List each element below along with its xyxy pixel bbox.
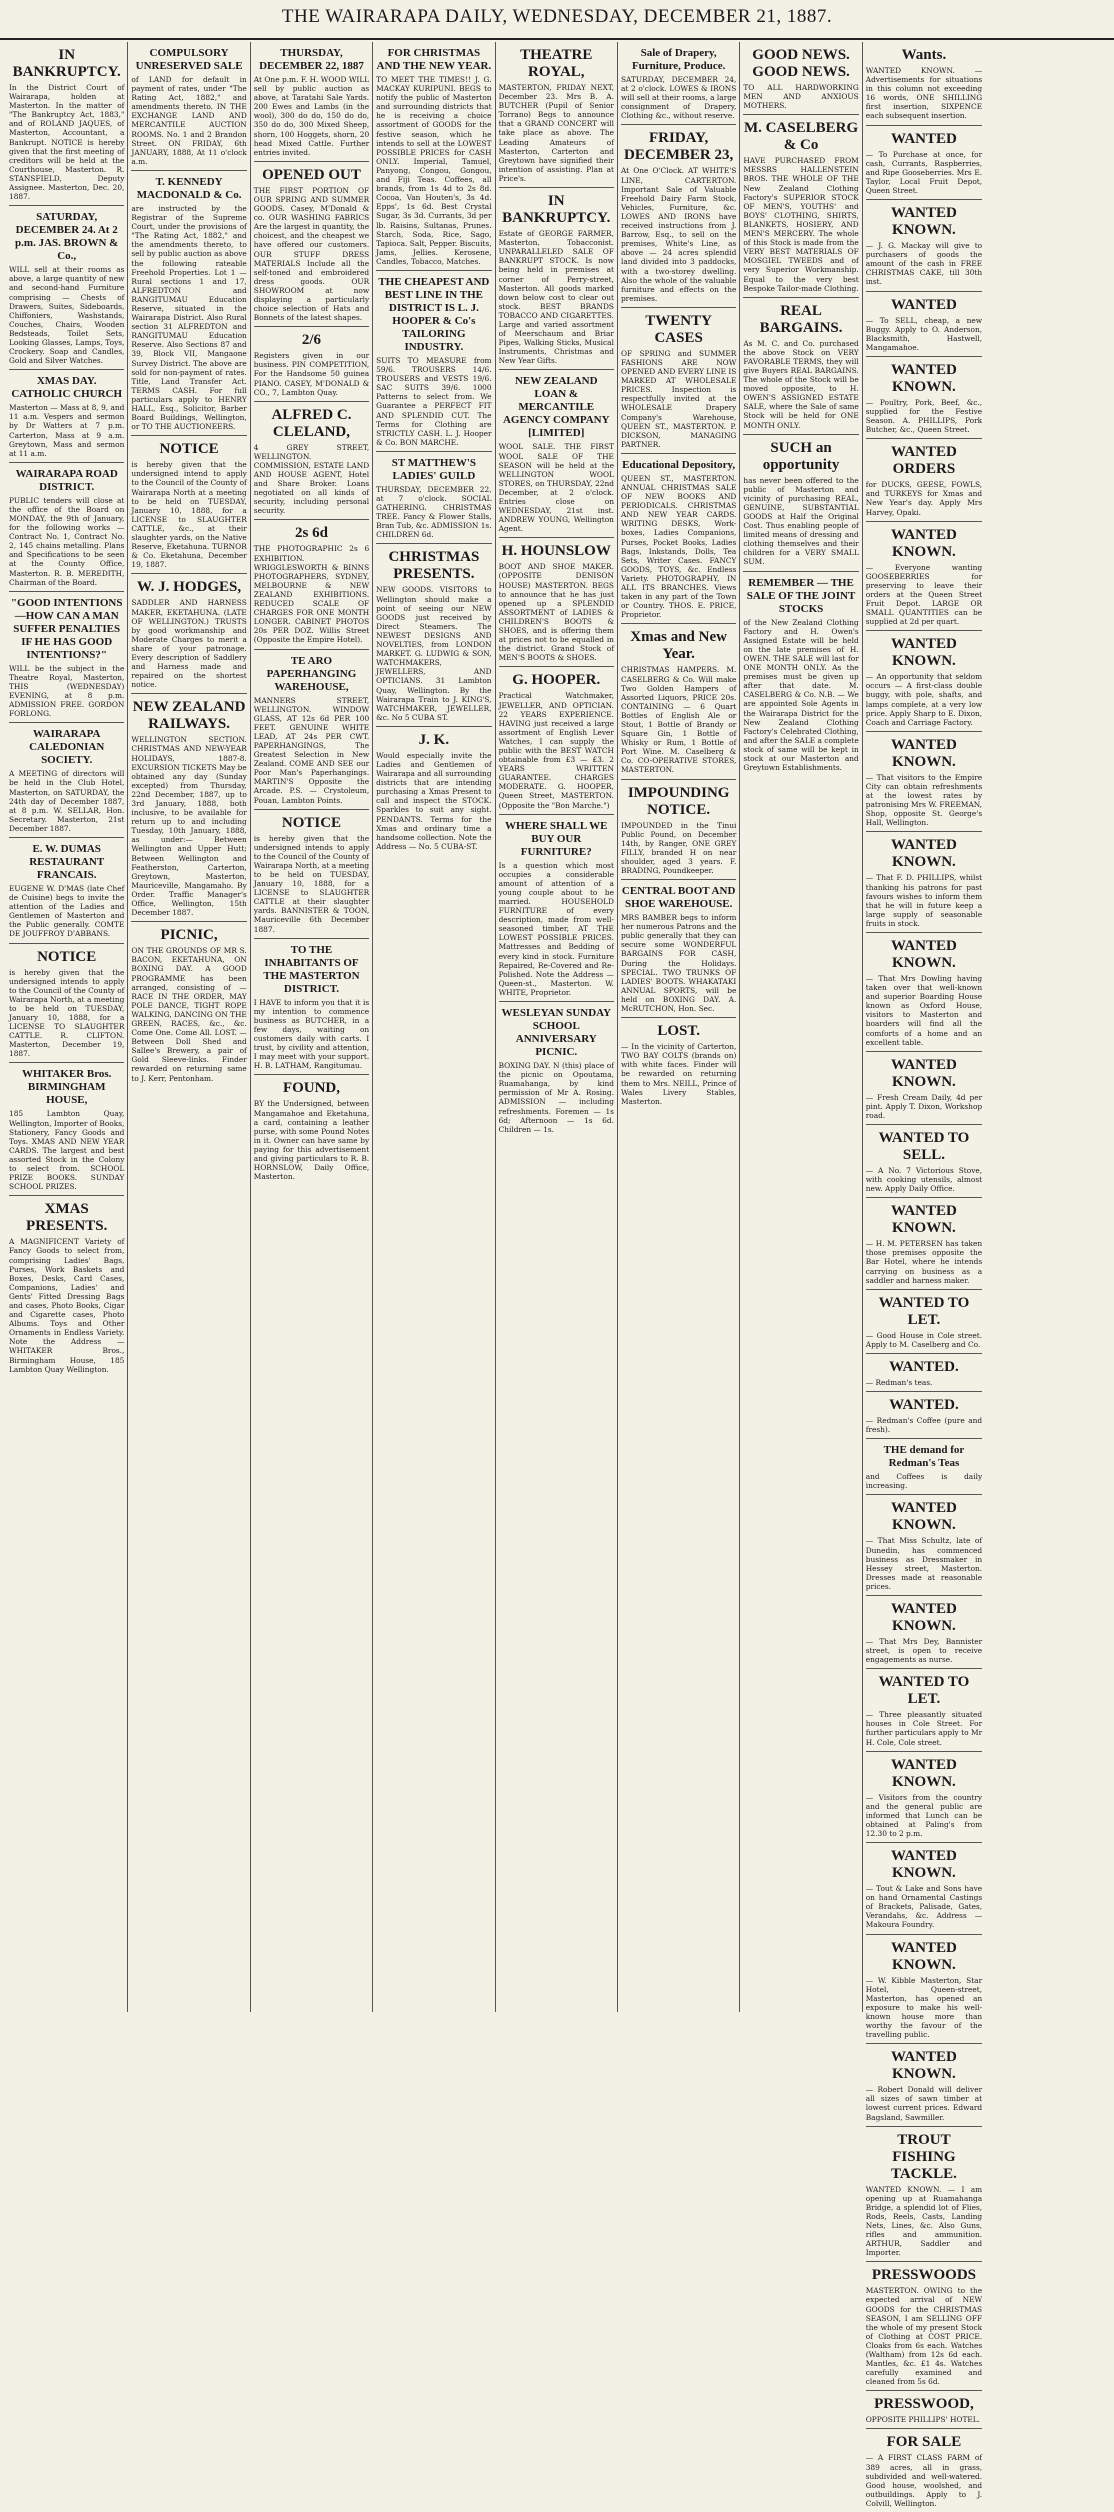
advertisement bbox=[743, 115, 858, 297]
ad-body: — Three pleasantly situated houses in Cole Street. For further particulars apply to Mr H. Cole, Cole street. bbox=[865, 1710, 983, 1747]
ad-heading: FOR CHRISTMAS AND THE NEW YEAR. bbox=[376, 47, 492, 72]
ad-heading: NOTICE bbox=[281, 814, 342, 831]
advertisement bbox=[9, 838, 124, 944]
ad-heading: WANTED TO SELL. bbox=[878, 1130, 970, 1163]
advertisement bbox=[866, 1596, 982, 1669]
ad-body: — To Purchase at once, for cash, Currants, Raspberries, and Ripe Gooseberries. Mrs E. Taylor, Local Fruit Depot, Queen Street. bbox=[865, 149, 983, 195]
ad-heading: FOR SALE bbox=[886, 2434, 962, 2451]
ad-heading: Educational Depository, bbox=[622, 458, 736, 471]
ad-body: — A No. 7 Victorious Stove, with cooking utensils, almost new. Apply Daily Office. bbox=[865, 1166, 983, 1194]
advertisement bbox=[866, 832, 982, 933]
advertisement bbox=[866, 2429, 982, 2512]
advertisement bbox=[9, 1196, 124, 1377]
ad-heading: ALFRED C. CLELAND, bbox=[271, 406, 352, 440]
ad-body: CHRISTMAS HAMPERS. M. CASELBERG & Co. Will make Two Golden Hampers of Assorted Liquors, PRICE 20s. CONTAINING — 6 Quart Bottles of English Ale or Stout, 1 Bottle of Brandy or Square Gin, 1 Bottle of Whisky or Rum, 1 Bottle of Port Wine. M. Caselberg & Co. CO-OPERATIVE STORES, MASTERTON. bbox=[620, 665, 737, 775]
advertisement bbox=[9, 944, 124, 1064]
advertisement bbox=[866, 42, 982, 126]
ad-heading: CENTRAL BOOT AND SHOE WAREHOUSE. bbox=[621, 885, 736, 911]
ad-body: Practical Watchmaker, JEWELLER, AND OPTICIAN. 22 YEARS EXPERIENCE. HAVING just received a large assortment of English Lever Watches, I can supply the public with the BEST WATCH obtainable from £3 — £3. 2 YEARS WRITTEN GUARANTEE. CHARGES MODERATE. G. HOOPER, Queen Street, MASTERTON. (Opposite the "Bon Marche.") bbox=[498, 691, 614, 810]
ad-heading: WANTED KNOWN. bbox=[891, 1600, 957, 1634]
advertisement bbox=[131, 694, 246, 922]
ad-heading: WAIRARAPA CALEDONIAN SOCIETY. bbox=[29, 728, 105, 767]
ad-body: is hereby given that the undersigned intends to apply to the Council of the County of Wairarapa North, at a meeting to be held on TUESDAY, January 10, 1888, for a LICENSE TO SLAUGHTER CATTLE. R. CLIFTON. Masterton, December 19, 1887. bbox=[9, 967, 125, 1059]
ad-heading: WAIRARAPA ROAD DISTRICT. bbox=[15, 467, 118, 493]
ad-body: SATURDAY, DECEMBER 24, at 2 o'clock. LOWES & IRONS will sell at their rooms, a large consignment of Drapery, Clothing &c., without reserve. bbox=[620, 75, 737, 121]
ad-body: TO MEET THE TIMES!! J. G. MACKAY KURIPUNI. BEGS to notify the public of Masterton and surrounding districts that he is receiving a choice assortment of GOODS for the festive season, which he intends to sell at the LOWEST POSSIBLE PRICES for CASH ONLY. Imperial, Tamuel, Panyong, Congou, Gongou, and Fiji Teas. Coffees, all brands, from 1s 4d to 2s 8d. Cocoa, Van Houten's, 3s 4d. Epps', 1s 6d. Best Crystal Sugar, 3s 3d. Currants, 3d per lb. Raisins, Sultanas, Prunes. Starch, Soda, Rice, Sago, Tapioca. Salt, Pepper. Biscuits, Jams, Jellies. Kerosene, Candles, Tobacco, Matches. bbox=[376, 75, 492, 266]
ad-heading: WANTED KNOWN. bbox=[891, 837, 957, 871]
advertisement bbox=[866, 439, 982, 521]
advertisement bbox=[866, 522, 982, 632]
ad-heading: REMEMBER — THE SALE OF THE JOINT STOCKS bbox=[746, 576, 856, 615]
ad-body: and Coffees is daily increasing. bbox=[865, 1472, 983, 1491]
ad-heading: WANTED KNOWN. bbox=[891, 1756, 957, 1790]
advertisement bbox=[743, 572, 858, 777]
ad-body: — An opportunity that seldom occurs — A first-class double buggy, with pole, shafts, and lamps complete, at a very low price. Apply Sharp to E. Dixon, Coach and Carriage Factory. bbox=[865, 672, 983, 727]
ad-body: — That Miss Schultz, late of Dunedin, has commenced business as Dressmaker in Hessey street, Masterton. Dresses made at reasonable prices. bbox=[865, 1536, 983, 1591]
ad-body: of LAND for default in payment of rates, under "The Rating Act, 1882," and amendments thereto. IN THE EXCHANGE LAND AND MERCANTILE AUCTION ROOMS. No. 1 and 2 Brandon Street. ON FRIDAY, 6th JANUARY, 1888, At 11 o'clock a.m. bbox=[131, 75, 247, 166]
advertisement bbox=[866, 200, 982, 291]
ad-heading: WANTED TO LET. bbox=[878, 1674, 970, 1708]
advertisement bbox=[9, 723, 124, 838]
advertisement bbox=[9, 463, 124, 592]
column-5 bbox=[496, 42, 618, 2012]
advertisement bbox=[866, 1392, 982, 1439]
ad-body: WOOL SALE. THE FIRST WOOL SALE OF THE SEASON will be held at the WELLINGTON WOOL STORES, on THURSDAY, 22nd December, at 2 o'clock. Entries close on WEDNESDAY, 21st inst. ANDREW YOUNG, Wellington Agent. bbox=[498, 442, 614, 534]
ad-heading: THE CHEAPEST AND BEST LINE IN THE DISTRICT IS L. J. HOOPER & Co's TAILORING INDUSTRY. bbox=[378, 275, 490, 353]
advertisement bbox=[866, 933, 982, 1052]
advertisement bbox=[866, 2262, 982, 2391]
ad-body: for DUCKS, GEESE, FOWLS, and TURKEYS for Xmas and New Year's day. Apply Mrs Harvey, Opaki. bbox=[865, 480, 983, 517]
ad-heading: THE demand for Redman's Teas bbox=[883, 1444, 965, 1470]
ad-body: THE FIRST PORTION OF OUR SPRING AND SUMMER GOODS. Casey, M'Donald & co. OUR WASHING FABRICS Are the largest in quantity, the choicest, and the cheapest we have offered our customers. OUR STUFF DRESS MATERIALS Include all the self-toned and embroidered dress goods. OUR SHOWROOM at now displaying a particularly choice selection of Hats and Bonnets of the latest shapes. bbox=[253, 185, 370, 323]
ad-body: Registers given in our business. PIN COMPETITION, For the Handsome 50 guinea PIANO. CASEY, M'DONALD & CO., 7, Lambton Quay. bbox=[253, 351, 370, 397]
ad-heading: SUCH an opportunity bbox=[762, 439, 840, 473]
ad-heading: WANTED KNOWN. bbox=[891, 636, 957, 670]
ad-body: — Good House in Cole street. Apply to M. Caselberg and Co. bbox=[865, 1330, 983, 1349]
ad-heading: PRESSWOODS bbox=[871, 2267, 977, 2284]
ad-heading: NEW ZEALAND LOAN & MERCANTILE AGENCY COMPANY [LIMITED] bbox=[502, 375, 610, 440]
ad-heading: 2s 6d bbox=[295, 525, 328, 542]
advertisement bbox=[866, 126, 982, 200]
advertisement bbox=[866, 357, 982, 439]
advertisement bbox=[499, 188, 614, 370]
ad-heading: THEATRE ROYAL, bbox=[520, 47, 593, 80]
ad-heading: WANTED TO LET. bbox=[878, 1294, 970, 1328]
masthead bbox=[0, 0, 1114, 40]
ad-body: WANTED KNOWN. — I am opening up at Ruamahanga Bridge, a splendid lot of Flies, Rods, Reels, Casts, Landing Nets, Lines, &c. Also Guns, rifles and ammunition. ARTHUR, Saddler and Importer. bbox=[865, 2184, 983, 2258]
ad-body: EUGENE W. D'MAS (late Chef de Cuisine) begs to invite the attention of the Ladies and Gentlemen of Masterton and the Public generally. COMTE DE JOUFFROY D'ABBANS. bbox=[9, 883, 125, 939]
ad-heading: WANTED KNOWN. bbox=[891, 1203, 957, 1237]
ad-heading: CHRISTMAS PRESENTS. bbox=[388, 549, 480, 583]
ad-body: SUITS TO MEASURE from 59/6. TROUSERS 14/6. TROUSERS and VESTS 19/6. SAC SUITS 39/6. 1000 Patterns to select from. We Guarantee a PERFECT FIT AND SPLENDID CUT. The Terms for Clothing are STRICTLY CASH. L. J. Hooper & Co. BON MARCHE. bbox=[376, 355, 492, 447]
column-7 bbox=[740, 42, 862, 2012]
ad-heading: THURSDAY, DECEMBER 22, 1887 bbox=[259, 47, 364, 72]
ad-body: — Poultry, Pork, Beef, &c., supplied for the Festive Season. A. PHILLIPS, Pork Butcher, &c., Queen Street. bbox=[865, 397, 983, 435]
ad-heading: W. J. HODGES, bbox=[137, 579, 242, 596]
advertisement bbox=[621, 1018, 736, 1110]
ad-body: is hereby given that the undersigned intend to apply to the Council of the County of Wairarapa North at a meeting to be held on TUESDAY, January 10, 1888, for a LICENSE to SLAUGHTER CATTLE, &c., at their slaughter yards, on the Native Reserve, Eketahuna. TURNOR & Co. Eketahuna, December 19, 1887. bbox=[131, 460, 247, 570]
ad-heading: WANTED KNOWN. bbox=[891, 1848, 957, 1882]
ad-heading: J. K. bbox=[418, 731, 450, 748]
ad-body: WANTED KNOWN. — Advertisements for situations in this column not exceeding 16 words, ONE SHILLING first insertion, SIXPENCE each subsequent insertion. bbox=[865, 66, 983, 121]
ad-heading: WESLEYAN SUNDAY SCHOOL ANNIVERSARY PICNIC. bbox=[501, 1007, 612, 1059]
ad-heading: WANTED KNOWN. bbox=[891, 526, 957, 560]
advertisement bbox=[254, 939, 369, 1076]
advertisement bbox=[743, 435, 858, 572]
advertisement bbox=[866, 1495, 982, 1596]
advertisement bbox=[621, 125, 736, 307]
ad-heading: Sale of Drapery, Furniture, Produce. bbox=[631, 47, 726, 72]
ad-heading: WANTED KNOWN. bbox=[891, 2049, 957, 2083]
ad-heading: XMAS PRESENTS. bbox=[26, 1201, 108, 1235]
ad-heading: 2/6 bbox=[301, 332, 322, 349]
ad-heading: WANTED KNOWN. bbox=[891, 937, 957, 971]
ad-body: I HAVE to inform you that it is my intention to commence business as BUTCHER, in a few days, waiting on customers daily with carts. I trust, by civility and attention, I may meet with your support. H. B. LATHAM, Rangitumau. bbox=[253, 997, 370, 1071]
ad-body: THURSDAY, DECEMBER 22, at 7 o'clock. SOCIAL GATHERING. CHRISTMAS TREE. Fancy & Flower Stalls, Bran Tub, &c. ADMISSION 1s. CHILDREN 6d. bbox=[376, 484, 492, 540]
ad-body: are instructed by the Registrar of the Supreme Court, under the provisions of "The Rating Act, 1882," and the amendments thereto, to sell by public auction as above the following rateable Freehold Properties. Lot 1 — Rural sections 1 and 17, ALFREDTON and RANGITUMAU Education Reserve, situated in the Wairarapa District. Also Rural section 31 ALFREDTON and RANGITUMAU Education Reserve. Also Sections 87 and 39, Block VII, Mangaone Survey District. The above are sold for non-payment of rates. Title, Land Transfer Act. TERMS CASH. For full particulars apply to HENRY HALL, Esq., Solicitor, Barber Board Buildings, Wellington, or TO THE AUCTIONEERS. bbox=[131, 203, 247, 432]
advertisement bbox=[9, 592, 124, 724]
advertisement bbox=[131, 574, 246, 694]
ad-heading: Wants. bbox=[901, 47, 947, 63]
column-8 bbox=[863, 42, 985, 2508]
advertisement bbox=[866, 1052, 982, 1125]
advertisement bbox=[254, 810, 369, 939]
advertisement bbox=[866, 1935, 982, 2045]
ad-body: WILL sell at their rooms as above, a large quantity of new and second-hand Furniture comprising — Chests of Drawers, Suites, Sideboards, Chiffoniers, Washstands, Couches, Chairs, Wooden Bedsteads, Toilet Sets, Looking Glasses, Lamps, Toys, Crockery. Soap and Candles, Gold and Silver Watches. bbox=[9, 265, 125, 366]
ad-heading: FOUND, bbox=[282, 1080, 341, 1097]
advertisement bbox=[254, 520, 369, 649]
advertisement bbox=[254, 650, 369, 810]
advertisement bbox=[866, 1198, 982, 1289]
advertisement bbox=[9, 1063, 124, 1196]
ad-body: IMPOUNDED in the Tinui Public Pound, on December 14th, by Ranger, ONE GREY FILLY, branded H on near shoulder, aged 3 years. F. BRADING, Poundkeeper. bbox=[620, 820, 737, 875]
ad-heading: WHITAKER Bros. BIRMINGHAM HOUSE, bbox=[21, 1068, 112, 1107]
ad-body: — That F. D. PHILLIPS, whilst thanking his patrons for past favours wishes to inform them that he will in future keep a large supply of seasonable fruits in stock. bbox=[865, 873, 983, 928]
ad-heading: TE ARO PAPERHANGING WAREHOUSE, bbox=[266, 654, 357, 693]
advertisement bbox=[866, 1354, 982, 1392]
ad-heading: WANTED KNOWN. bbox=[891, 1939, 957, 1973]
ad-heading: OPENED OUT bbox=[262, 166, 361, 183]
advertisement bbox=[9, 206, 124, 370]
advertisement bbox=[376, 727, 491, 855]
advertisement bbox=[866, 1843, 982, 1934]
advertisement bbox=[866, 292, 982, 357]
column-3 bbox=[251, 42, 373, 2012]
ad-heading: TWENTY CASES bbox=[645, 312, 712, 346]
advertisement bbox=[866, 1290, 982, 1354]
ad-body: SADDLER AND HARNESS MAKER, EKETAHUNA. (LATE OF WELLINGTON.) TRUSTS by good workmanship and Moderate Charges to merit a share of your patronage. Every description of Saddlery and Harness made and repaired on the shortest notice. bbox=[131, 598, 247, 690]
ad-heading: NEW ZEALAND RAILWAYS. bbox=[132, 699, 246, 733]
ad-body: of the New Zealand Clothing Factory and H. Owen's Assigned Estate will be held on the late premises of H. OWEN. THE SALE will last for ONE MONTH ONLY. As the premises must be given up after that date. M. CASELBERG & Co. N.B. — We are appointed Sole Agents in the Wairarapa District for the New Zealand Clothing Factory's Celebrated Clothing, and after the SALE a complete stock of same will be kept in stock at our Masterton and Greytown Establishments. bbox=[743, 617, 859, 773]
advertisement bbox=[376, 42, 491, 271]
advertisement bbox=[254, 327, 369, 401]
ad-body: 4 GREY STREET, WELLINGTON. COMMISSION, ESTATE LAND AND HOUSE AGENT, Hotel and Share Broker. Loans negotiated on all kinds of security, including personal security. bbox=[253, 442, 370, 516]
advertisement bbox=[621, 880, 736, 1018]
ad-heading: TO THE INHABITANTS OF THE MASTERTON DISTRICT. bbox=[263, 943, 360, 995]
advertisement bbox=[866, 732, 982, 833]
ad-body: is hereby given that the undersigned intends to apply to the Council of the County of Wairarapa North, at a meeting to be held on TUESDAY, January 10, 1888, for a LICENSE to SLAUGHTER CATTLE at their slaughter yards. BANNISTER & TOON, Mauriceville 6th December 1887. bbox=[253, 833, 370, 934]
ad-body: BY the Undersigned, between Mangamahoe and Eketahuna, a card, containing a leather purse, with some Pound Notes in it. Owner can have same by paying for this advertisement and giving particulars to R. B. HORNSLOW, Daily Office, Masterton. bbox=[253, 1099, 370, 1182]
advertisement bbox=[499, 1002, 614, 1138]
ad-body: — Redman's teas. bbox=[865, 1377, 933, 1387]
ad-heading: "GOOD INTENTIONS—HOW CAN A MAN SUFFER PENALTIES IF HE HAS GOOD INTENTIONS?" bbox=[10, 596, 123, 661]
ad-heading: T. KENNEDY MACDONALD & Co. bbox=[136, 175, 242, 201]
ad-heading: M. CASELBERG & Co bbox=[743, 120, 859, 154]
ad-body: NEW GOODS. VISITORS to Wellington should make a point of seeing our NEW GOODS just received by Direct Steamers. The NEWEST DESIGNS AND NOVELTIES, from LONDON MARKET. G. LUDWIG & SON, WATCHMAKERS, JEWELLERS, AND OPTICIANS. 31 Lambton Quay, Wellington. By the Wairarapa Train to J. KING'S, WATCHMAKER, JEWELLER, &c. No 5 CUBA ST. bbox=[376, 585, 492, 722]
ad-heading: H. HOUNSLOW bbox=[501, 543, 611, 560]
ad-body: At One p.m. F. H. WOOD WILL sell by public auction as above, at Taratahi Sale Yards. 200 Ewes and Lambs (in the wool), 300 do do, 150 do do, 350 do do, 300 Mixed Sheep, shorn, 100 Hoggets, shorn, 20 head Mixed Cattle. Further entries invited. bbox=[253, 75, 370, 157]
ad-body: BOOT AND SHOE MAKER. (OPPOSITE DENISON HOUSE) MASTERTON. BEGS to announce that he has just opened up a SPLENDID ASSORTMENT of LADIES & CHILDREN'S BOOTS & SHOES, and is offering them at prices not to be equalled in the district. Grand Stock of MEN'S BOOTS & SHOES. bbox=[498, 562, 614, 663]
ad-body: TO ALL HARDWORKING MEN AND ANXIOUS MOTHERS. bbox=[743, 83, 859, 111]
advertisement bbox=[499, 370, 614, 538]
advertisement bbox=[499, 667, 614, 814]
ad-body: — In the vicinity of Carterton, TWO BAY COLTS (brands on) with white faces. Finder will be rewarded on returning them to Mrs. NEILL, Prince of Wales Livery Stables, Masterton. bbox=[620, 1042, 737, 1106]
advertisement bbox=[131, 171, 246, 436]
advertisement bbox=[254, 1075, 369, 1185]
advertisement bbox=[254, 402, 369, 521]
ad-heading: NOTICE bbox=[37, 948, 97, 965]
ad-body: A MEETING of directors will be held in the Club Hotel, Masterton, on SATURDAY, the 24th day of December 1887, at 8 p.m. W. SELLAR, Hon. Secretary. Masterton, 21st December 1887. bbox=[9, 769, 125, 833]
ad-heading: WANTED. bbox=[889, 1358, 959, 1375]
ad-body: — That Mrs Dowling having taken over that well-known and superior Boarding House known as Oxford House, visitors to Masterton and boarders will find all the comforts of a home and an excellent table. bbox=[865, 973, 983, 1047]
column-6 bbox=[618, 42, 740, 2012]
ad-body: — Redman's Coffee (pure and fresh). bbox=[865, 1416, 983, 1435]
ad-heading: E. W. DUMAS RESTAURANT FRANCAIS. bbox=[29, 842, 105, 881]
ad-body: — Robert Donald will deliver all sizes of sawn timber at lowest current prices. Edward Bagsland, Sawmiller. bbox=[865, 2085, 983, 2122]
ad-body: MASTERTON. OWING to the expected arrival of NEW GOODS for the CHRISTMAS SEASON, I am SELLING OFF the whole of my present Stock of Clothing at COST PRICE. Cloaks from 6s each. Watches (Waltham) from 12s 6d each. Mantles, &c. £1 4s. Watches carefully examined and cleaned from 5s 6d. bbox=[865, 2286, 983, 2387]
column-4 bbox=[373, 42, 495, 2012]
ad-body: — J. G. Mackay will give to purchasers of goods the amount of the cash in FREE CHRISTMAS CAKE, till 30th inst. bbox=[865, 241, 983, 287]
advertisement bbox=[866, 2391, 982, 2429]
advertisement bbox=[131, 922, 246, 1086]
ad-heading: WANTED KNOWN. bbox=[891, 205, 957, 239]
ad-body: THE PHOTOGRAPHIC 2s 6 EXHIBITION. WRIGGLESWORTH & BINNS PHOTOGRAPHERS, SYDNEY, MELBOURNE & NEW ZEALAND EXHIBITIONS. REDUCED SCALE OF CHARGES FOR ONE MONTH LONGER. CABINET PHOTOS 20s PER DOZ. Willis Street (Opposite the Empire Hotel). bbox=[253, 544, 370, 645]
ad-heading: COMPULSORY UNRESERVED SALE bbox=[135, 47, 243, 72]
advertisement bbox=[621, 42, 736, 125]
ad-body: — Fresh Cream Daily, 4d per pint. Apply T. Dixon, Workshop road. bbox=[865, 1092, 983, 1120]
ad-heading: IN BANKRUPTCY. bbox=[502, 193, 611, 227]
ad-heading: SATURDAY, DECEMBER 24. At 2 p.m. JAS. BROWN & Co., bbox=[15, 211, 119, 263]
advertisement bbox=[376, 271, 491, 452]
ad-heading: WANTED. bbox=[889, 1397, 959, 1414]
ad-heading: LOST. bbox=[657, 1023, 700, 1040]
ad-body: BOXING DAY. N (this) place of the picnic on Opoutama, Ruamahanga, by kind permission of Mr A. Rosing. ADMISSION — including refreshments. Foremen — 1s 6d; Afternoon — 1s 6d. Children — 1s. bbox=[498, 1061, 614, 1134]
ad-heading: IMPOUNDING NOTICE. bbox=[627, 784, 730, 818]
ad-heading: ST MATTHEW'S LADIES' GUILD bbox=[391, 456, 476, 482]
ad-heading: PRESSWOOD, bbox=[874, 2396, 974, 2413]
advertisement bbox=[621, 454, 736, 625]
ad-body: WELLINGTON SECTION. CHRISTMAS AND NEW-YEAR HOLIDAYS, 1887-8. EXCURSION TICKETS May be obtained any day (Sunday excepted) from Thursday, 22nd December, 1887, up to 3rd January, 1888, both inclusive, to be available for return up to and including Tuesday, 10th January, 1888, as under:— Between Wellington and Upper Hutt; Between Wellington and Featherston, Carterton, Greytown, Masterton, Mauriceville, Mangamaho. By Order. Traffic Manager's Office, Wellington, 15th December 1887. bbox=[131, 735, 247, 918]
advertisement bbox=[866, 631, 982, 732]
ad-heading: Xmas and New Year. bbox=[630, 629, 727, 663]
newspaper-columns bbox=[6, 42, 1108, 2508]
ad-body: ON THE GROUNDS OF MR S. BACON, EKETAHUNA, ON BOXING DAY. A GOOD PROGRAMME has been arranged, consisting of — RACE IN THE ORDER, MAY POLE DANCE, TIGHT ROPE WALKING, DANCING ON THE GREEN, RACES, &c., &c. Come One. Come All. LOST. — Between Doll Shed and Sallee's Brewery, a pair of Gold Sleeve-links. Finder rewarded on returning same to J. Kerr, Pentonham. bbox=[131, 946, 247, 1083]
ad-heading: WANTED KNOWN. bbox=[891, 736, 957, 770]
ad-body: — Everyone wanting GOOSEBERRIES for preserving to leave their orders at the Queen Street Fruit Depot. LARGE OR SMALL QUANTITIES can be supplied at 2d per quart. bbox=[865, 562, 983, 627]
ad-heading: G. HOOPER. bbox=[512, 672, 601, 689]
ad-heading: REAL BARGAINS. bbox=[759, 302, 843, 336]
ad-body: A MAGNIFICENT Variety of Fancy Goods to select from, comprising Ladies' Bags, Purses, Work Baskets and Boxes, Desks, Card Cases, Companions, Ladies' and Gents' Fitted Dressing Bags and cases, Photo Books, Cigar and Cigarette cases, Photo Albums. Toys and Other Ornaments in Endless Variety. Note the Address — WHITAKER Bros., Birmingham House, 185 Lambton Quay Wellington. bbox=[9, 1237, 125, 1374]
ad-heading: WANTED ORDERS bbox=[891, 444, 957, 478]
advertisement bbox=[866, 1669, 982, 1751]
ad-body: Masterton — Mass at 8, 9, and 11 a.m. Vespers and sermon by Dr Watters at 7 p.m. Carterton, Mass at 9 a.m. Greytown, Mass and sermon at 11 a.m. bbox=[9, 403, 125, 458]
advertisement bbox=[376, 452, 491, 545]
ad-heading: WANTED bbox=[891, 130, 957, 147]
ad-body: At One O'Clock. AT WHITE'S LINE, CARTERTON. Important Sale of Valuable Freehold Dairy Farm Stock, Vehicles, Furniture, &c. LOWES AND IRONS have received instructions from J. Barrow, Esq., to sell on the premises, White's Line, as above — 24 acres splendid land divided into 3 paddocks, with a two-storey dwelling. Also the whole of the valuable furniture and effects on the premises. bbox=[620, 166, 737, 303]
ad-heading: GOOD NEWS. GOOD NEWS. bbox=[752, 47, 850, 80]
advertisement bbox=[866, 2044, 982, 2126]
advertisement bbox=[9, 42, 124, 206]
ad-body: Would especially invite the Ladies and Gentlemen of Wairarapa and all surrounding districts that are intending purchasing a Xmas Present to call and inspect the STOCK. Sparkles to suit any sight. PENDANTS. Terms for the Xmas and ordinary time a handsome collection. Note the Address — No. 5 CUBA-ST. bbox=[376, 750, 492, 851]
ad-body: In the District Court of Wairarapa, holden at Masterton. In the matter of "The Bankruptcy Act, 1883," and of ROLAND JAQUES, of Masterton, Accountant, a Bankrupt. NOTICE is hereby given that the first meeting of creditors will be held at the Courthouse, Masterton. R. STANSFIELD, Deputy Assignee. Masterton, Dec. 20, 1887. bbox=[9, 83, 125, 202]
ad-heading: WHERE SHALL WE BUY OUR FURNITURE? bbox=[505, 819, 608, 858]
ad-body: — H. M. PETERSEN has taken those premises opposite the Bar Hotel, where he intends carrying on business as a saddler and harness maker. bbox=[865, 1239, 983, 1285]
ad-body: As M. C. and Co. purchased the above Stock on VERY FAVORABLE TERMS, they will give Buyers REAL BARGAINS. The whole of the Stock will be moved opposite, to H. OWEN'S ASSIGNED ESTATE SALE, where the Sale of same Stock will be held for ONE MONTH ONLY. bbox=[743, 338, 859, 430]
ad-heading: WANTED KNOWN. bbox=[891, 1056, 957, 1090]
column-2 bbox=[128, 42, 250, 2012]
ad-heading: NOTICE bbox=[159, 441, 219, 458]
ad-heading: XMAS DAY. CATHOLIC CHURCH bbox=[11, 375, 123, 401]
ad-body: — To SELL, cheap, a new Buggy. Apply to O. Anderson, Blacksmith, Hastwell, Mangamahoe. bbox=[865, 315, 983, 352]
ad-body: — Tout & Lake and Sons have on hand Ornamental Castings of Brackets, Palisade, Gates, Verandahs, &c. Address — Makoura Foundry. bbox=[865, 1884, 983, 1930]
ad-heading: WANTED KNOWN. bbox=[891, 361, 957, 395]
advertisement bbox=[866, 1125, 982, 1198]
advertisement bbox=[621, 780, 736, 881]
ad-heading: FRIDAY, DECEMBER 23, bbox=[624, 130, 734, 164]
advertisement bbox=[621, 308, 736, 454]
advertisement bbox=[743, 42, 858, 115]
advertisement bbox=[866, 1752, 982, 1843]
column-1 bbox=[6, 42, 128, 2012]
ad-body: — Visitors from the country and the general public are informed that Lunch can be obtained at Paling's from 12.30 to 2 p.m. bbox=[865, 1792, 983, 1838]
advertisement bbox=[499, 42, 614, 188]
advertisement bbox=[866, 1439, 982, 1495]
advertisement bbox=[499, 538, 614, 667]
ad-body: MASTERTON, FRIDAY NEXT, December 23. Mrs B. A. BUTCHER (Pupil of Senior Torrano) Begs to announce that a GRAND CONCERT will take place as above. The Leading Amateurs of Masterton, Carterton and Greytown have signified their intention of assisting. Plan at Price's. bbox=[498, 83, 614, 183]
ad-body: QUEEN ST., MASTERTON. ANNUAL CHRISTMAS SALE OF NEW BOOKS AND PERIODICALS. CHRISTMAS AND NEW YEAR CARDS. WRITING DESKS, Work-boxes, Ladies Companions, Purses, Pocket Books, Ladies Bags, Inkstands, Dolls, Tea Sets, Writer Cases. FANCY GOODS, TOYS, &c. Endless Variety. PHOTOGRAPHY, IN ALL ITS BRANCHES. Views taken in any part of the Town or Country. THOS. E. PRICE, Proprietor. bbox=[620, 473, 737, 620]
ad-heading: WANTED KNOWN. bbox=[891, 1500, 957, 1534]
advertisement bbox=[131, 436, 246, 574]
ad-body: — That Mrs Dey, Bannister street, is open to receive engagements as nurse. bbox=[865, 1636, 983, 1665]
ad-body: Estate of GEORGE FARMER, Masterton, Tobacconist. UNPARALLELED SALE OF BANKRUPT STOCK. Is now being held in premises at corner of Perry-street, Masterton. All goods marked down below cost to clear out stock. BEST BRANDS TOBACCO AND CIGARETTES. Large and varied assortment of Meerschaum and Briar Pipes, Walking Sticks, Musical Instruments, Christmas and New Year Gifts. bbox=[498, 229, 614, 366]
advertisement bbox=[9, 370, 124, 463]
ad-body: PUBLIC tenders will close at the office of the Board on MONDAY, the 9th of January, for the following works — Contract No. 1, Contract No. 2, 145 chains metalling. Plans and Specifications to be seen at the County Office, Masterton. R. B. MEREDITH, Chairman of the Board. bbox=[9, 495, 125, 587]
ad-body: OPPOSITE PHILLIPS' HOTEL. bbox=[865, 2415, 981, 2425]
advertisement bbox=[621, 624, 736, 779]
ad-heading: WANTED bbox=[891, 296, 957, 313]
ad-heading: TROUT FISHING TACKLE. bbox=[890, 2131, 957, 2182]
ad-body: OF SPRING and SUMMER FASHIONS ARE NOW OPENED AND EVERY LINE IS MARKED AT WHOLESALE PRICES. Inspection is respectfully invited at the WHOLESALE Drapery Company's Warehouse, QUEEN ST., MASTERTON. P. DICKSON, MANAGING PARTNER. bbox=[620, 348, 737, 449]
advertisement bbox=[254, 162, 369, 327]
ad-body: — That visitors to the Empire City can obtain refreshments at the lowest rates by patronising Mrs W. FREEMAN, Shop, opposite St. George's Hall, Wellington. bbox=[865, 772, 983, 828]
ad-heading: IN BANKRUPTCY. bbox=[12, 47, 121, 80]
ad-body: has never been offered to the public of Masterton and vicinity of purchasing REAL, GENUINE, SUBSTANTIAL GOODS at Half the Original Cost. Thus enabling people of limited means of dressing and clothing themselves and their children for a VERY SMALL SUM. bbox=[743, 475, 859, 567]
ad-body: MRS BAMBER begs to inform her numerous Patrons and the public generally that they can secure some WONDERFUL BARGAINS FOR CASH, During the Holidays. SPECIAL. TWO TRUNKS OF LADIES' BOOTS. WHAKATAKI ANNUAL SPORTS, will be held on BOXING DAY. A. McRUTCHON, Hon. Sec. bbox=[620, 913, 737, 1014]
ad-heading: PICNIC, bbox=[160, 927, 218, 944]
ad-body: MANNERS STREET, WELLINGTON. WINDOW GLASS, AT 12s 6d PER 100 FEET. GENUINE WHITE LEAD, AT 24s PER CWT. PAPERHANGINGS, The Greatest Selection in New Zealand. COME AND SEE our Poor Man's Paperhangings. MARTIN'S Opposite the Arcade. P.S. — Crystoleum, Pouan, Lambton Points. bbox=[253, 695, 370, 805]
masthead-title: THE WAIRARAPA DAILY, WEDNESDAY, DECEMBER 21, 1887. bbox=[281, 6, 833, 27]
ad-body: WILL be the subject in the Theatre Royal, Masterton, THIS (WEDNESDAY) EVENING, at 8 p.m. ADMISSION FREE. GORDON FORLONG. bbox=[9, 663, 125, 719]
ad-body: — A FIRST CLASS FARM of 389 acres, all in grass, subdivided and well-watered. Good house, woolshed, and outbuildings. Apply to J. Colvill, Wellington. bbox=[865, 2453, 983, 2508]
advertisement bbox=[376, 544, 491, 726]
advertisement bbox=[499, 815, 614, 1002]
advertisement bbox=[743, 298, 858, 435]
ad-body: HAVE PURCHASED FROM MESSRS HALLENSTEIN BROS. THE WHOLE OF THE New Zealand Clothing Factory's SUPERIOR STOCK OF MEN'S, YOUTHS' and BOYS' CLOTHING, SHIRTS, BLANKETS, HOSIERY, AND MEN'S MERCERY. The whole of this Stock is made from the VERY BEST MATERIALS OF MOSGIEL TWEEDS and of very Superior Workmanship. Equal to the very best Bespoke Tailor-made Clothing. bbox=[743, 156, 859, 293]
ad-body: Is a question which most occupies a considerable amount of attention of a young couple about to be married. HOUSEHOLD FURNITURE of every description, made from well-seasoned timber, AT THE LOWEST POSSIBLE PRICES. Mattresses and Bedding of every kind in stock. Furniture Repaired, Re-Covered and Re-Polished. Note the Address — Queen-st., Masterton. W. WHITE, Proprietor. bbox=[498, 860, 614, 997]
advertisement bbox=[866, 2127, 982, 2263]
advertisement bbox=[131, 42, 246, 171]
ad-body: — W. Kibble Masterton, Star Hotel, Queen-street, Masterton, has opened an exposure to make his well-known house more than worthy the favour of the travelling public. bbox=[865, 1975, 983, 2040]
ad-body: 185 Lambton Quay, Wellington, Importer of Books, Stationery, Fancy Goods and Toys. XMAS AND NEW YEAR CARDS. The largest and best assorted Stock in the Colony to select from. SCHOOL PRIZE BOOKS. SUNDAY SCHOOL PRIZES. bbox=[9, 1109, 125, 1192]
advertisement bbox=[254, 42, 369, 162]
